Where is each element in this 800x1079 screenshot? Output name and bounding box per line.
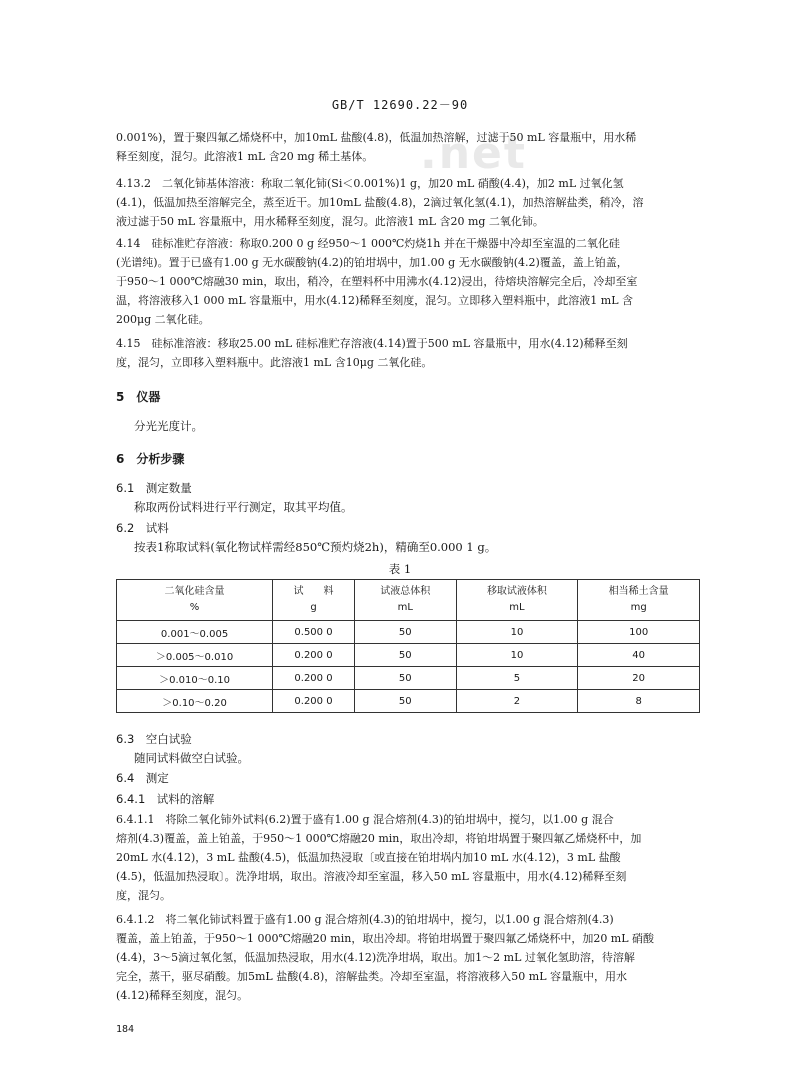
text-line: 完全，蒸干，驱尽硝酸。加5mL 盐酸(4.8)，溶解盐类。冷却至室温，将溶液移入50 mL 容量瓶中，用水 — [116, 970, 628, 983]
table-header-cell: 试液总体积 mL — [354, 580, 456, 621]
section-6-heading: 6 分析步骤 — [116, 452, 185, 466]
table-header-cell: 试 料 g — [273, 580, 355, 621]
section-6-3-title: 6.3 空白试验 — [116, 732, 192, 746]
table-row — [117, 644, 700, 667]
table-row — [117, 621, 700, 644]
table-cell: 50 — [354, 667, 456, 690]
text-line: 释至刻度，混匀。此溶液1 mL 含20 mg 稀土基体。 — [116, 150, 374, 163]
table-1 — [116, 579, 700, 713]
section-6-2-body: 按表1称取试料(氧化物试样需经850℃预灼烧2h)，精确至0.000 1 g。 — [134, 540, 497, 554]
text-line: (4.5)，低温加热浸取〕。洗净坩埚，取出。溶液冷却至室温，移入50 mL 容量瓶中，用水(4.12)稀释至刻 — [116, 870, 627, 883]
page-number: 184 — [116, 1024, 135, 1035]
text-line: 熔剂(4.3)覆盖，盖上铂盖，于950～1 000℃熔融20 min，取出冷却，将铂坩埚置于聚四氟乙烯烧杯中，加 — [116, 832, 642, 845]
text-line: 20mL 水(4.12)，3 mL 盐酸(4.5)，低温加热浸取〔或直接在铂坩埚内加10 mL 水(4.12)，3 mL 盐酸 — [116, 851, 621, 864]
text-line: 0.001%)，置于聚四氟乙烯烧杯中，加10mL 盐酸(4.8)，低温加热溶解，过滤于50 mL 容量瓶中，用水稀 — [116, 131, 637, 144]
standard-header: GB/T 12690.22－90 — [331, 98, 469, 112]
paragraph-continued — [116, 128, 716, 166]
section-5-heading: 5 仪器 — [116, 390, 161, 404]
table-cell: 10 — [456, 621, 578, 644]
text-line: (4.4)，3～5滴过氧化氢，低温加热浸取，用水(4.12)洗净坩埚，取出。加1～2 mL 过氧化氢助溶，待溶解 — [116, 951, 635, 964]
text-line: 4.14 硅标准贮存溶液：称取0.200 0 g 经950～1 000℃灼烧1h 并在干燥器中冷却至室温的二氧化硅 — [116, 237, 620, 250]
text-line: (4.1)，低温加热至溶解完全，蒸至近干。加10mL 盐酸(4.8)，2滴过氧化氢(4.1)，加热溶解盐类，稍冷，溶 — [116, 196, 644, 209]
table-header-cell: 二氧化硅含量 % — [117, 580, 273, 621]
section-6-2-title: 6.2 试料 — [116, 521, 169, 535]
table-cell: ＞0.005～0.010 — [117, 644, 273, 667]
table-cell: 0.200 0 — [273, 690, 355, 713]
paragraph-6-4-1-1 — [116, 810, 716, 905]
table-cell: 50 — [354, 644, 456, 667]
table-cell: 50 — [354, 621, 456, 644]
section-6-4-title: 6.4 测定 — [116, 771, 169, 785]
section-6-3-body: 随同试料做空白试验。 — [134, 751, 249, 765]
text-line: 200μg 二氧化硅。 — [116, 313, 210, 326]
paragraph-4-15 — [116, 334, 716, 372]
table-cell: ＞0.10～0.20 — [117, 690, 273, 713]
table-header-row — [117, 580, 700, 621]
section-5-body: 分光光度计。 — [134, 419, 203, 433]
table-cell: 0.200 0 — [273, 644, 355, 667]
paragraph-4-14 — [116, 234, 716, 329]
text-line: 6.4.1.2 将二氧化铈试料置于盛有1.00 g 混合熔剂(4.3)的铂坩埚中，搅匀，以1.00 g 混合熔剂(4.3) — [116, 913, 614, 926]
table-cell: 2 — [456, 690, 578, 713]
section-6-4-1-title: 6.4.1 试料的溶解 — [116, 792, 215, 806]
section-6-1-title: 6.1 测定数量 — [116, 481, 192, 495]
text-line: 覆盖，盖上铂盖，于950～1 000℃熔融20 min，取出冷却。将铂坩埚置于聚四氟乙烯烧杯中，加20 mL 硝酸 — [116, 932, 655, 945]
table-cell: 5 — [456, 667, 578, 690]
text-line: (光谱纯)。置于已盛有1.00 g 无水碳酸钠(4.2)的铂坩埚中，加1.00 g 无水碳酸钠(4.2)覆盖，盖上铂盖， — [116, 256, 628, 269]
text-line: 4.15 硅标准溶液：移取25.00 mL 硅标准贮存溶液(4.14)置于500 mL 容量瓶中，用水(4.12)稀释至刻 — [116, 337, 628, 350]
text-line: (4.12)稀释至刻度，混匀。 — [116, 989, 249, 1002]
table-cell: 0.001～0.005 — [117, 621, 273, 644]
table-cell: 100 — [578, 621, 700, 644]
text-line: 液过滤于50 mL 容量瓶中，用水稀释至刻度，混匀。此溶液1 mL 含20 mg 二氧化铈。 — [116, 215, 544, 228]
table-cell: 20 — [578, 667, 700, 690]
table-cell: 0.500 0 — [273, 621, 355, 644]
table-cell: 8 — [578, 690, 700, 713]
paragraph-6-4-1-2 — [116, 910, 716, 1005]
text-line: 温，将溶液移入1 000 mL 容量瓶中，用水(4.12)稀释至刻度，混匀。立即移入塑料瓶中，此溶液1 mL 含 — [116, 294, 634, 307]
text-line: 4.13.2 二氧化铈基体溶液：称取二氧化铈(Si＜0.001%)1 g，加20 mL 硝酸(4.4)，加2 mL 过氧化氢 — [116, 177, 624, 190]
text-line: 于950～1 000℃熔融30 min，取出，稍冷，在塑料杯中用沸水(4.12)浸出，待熔块溶解完全后，冷却至室 — [116, 275, 638, 288]
table-cell: ＞0.010～0.10 — [117, 667, 273, 690]
table-header-cell: 移取试液体积 mL — [456, 580, 578, 621]
text-line: 6.4.1.1 将除二氧化铈外试料(6.2)置于盛有1.00 g 混合熔剂(4.3)的铂坩埚中，搅匀，以1.00 g 混合 — [116, 813, 614, 826]
table-cell: 50 — [354, 690, 456, 713]
table-row — [117, 690, 700, 713]
table-caption: 表 1 — [388, 562, 412, 576]
table-row — [117, 667, 700, 690]
table-cell: 40 — [578, 644, 700, 667]
text-line: 度，混匀，立即移入塑料瓶中。此溶液1 mL 含10μg 二氧化硅。 — [116, 356, 433, 369]
table-cell: 0.200 0 — [273, 667, 355, 690]
text-line: 度，混匀。 — [116, 889, 171, 902]
section-6-1-body: 称取两份试料进行平行测定，取其平均值。 — [134, 500, 353, 514]
paragraph-4-13-2 — [116, 174, 716, 231]
table-header-cell: 相当稀土含量 mg — [578, 580, 700, 621]
watermark: .net — [420, 128, 527, 179]
table-cell: 10 — [456, 644, 578, 667]
